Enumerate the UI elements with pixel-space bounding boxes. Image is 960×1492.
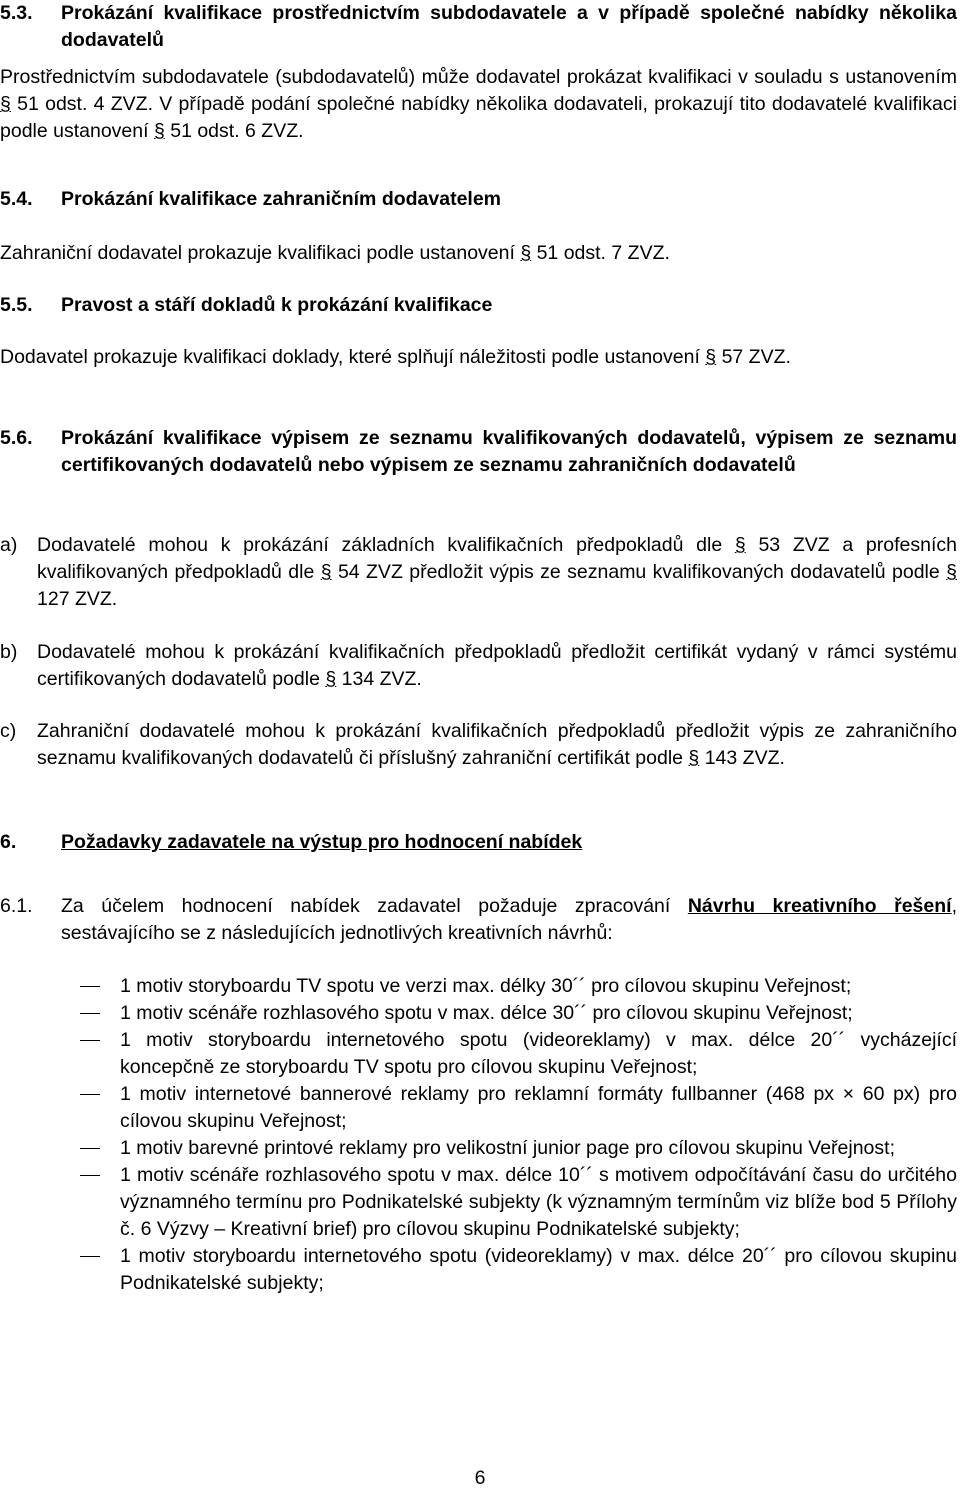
section-number: 6. bbox=[0, 831, 17, 853]
creative-proposals-list bbox=[0, 973, 957, 1297]
list-item: 1 motiv scénáře rozhlasového spotu v max. délce 30´´ pro cílovou skupinu Veřejnost; bbox=[0, 1000, 957, 1027]
list-item: 1 motiv storyboardu internetového spotu (videoreklamy) v max. délce 20´´ vycházející koncepčně ze storyboardu TV spotu pro cílovou skupinu Veřejnost; bbox=[0, 1027, 957, 1081]
item-text: Dodavatelé mohou k prokázání základních kvalifikačních předpokladů dle § 53 ZVZ a profesních kvalifikovaných předpokladů dle § 54 ZVZ předložit výpis ze seznamu kvalifikovaných dodavatelů podle § 127 ZVZ. bbox=[37, 534, 957, 610]
section-5-5-body bbox=[0, 344, 957, 371]
paragraph-sign: § bbox=[153, 120, 165, 142]
section-5-4-body bbox=[0, 240, 957, 267]
dash-icon bbox=[80, 1040, 100, 1041]
list-item: 1 motiv internetové bannerové reklamy pro reklamní formáty fullbanner (468 px × 60 px) pro cílovou skupinu Veřejnost; bbox=[0, 1081, 957, 1135]
paragraph-sign: § bbox=[520, 242, 532, 264]
section-number: 5.5. bbox=[0, 294, 33, 316]
body-text: Za účelem hodnocení nabídek zadavatel požaduje zpracování bbox=[61, 895, 688, 917]
dash-icon bbox=[80, 1256, 100, 1257]
paragraph-sign: § bbox=[734, 534, 746, 556]
dash-icon bbox=[80, 986, 100, 987]
emphasis-text: Návrhu kreativního řešení bbox=[687, 895, 952, 917]
body-text: Dodavatel prokazuje kvalifikaci doklady, které splňují náležitosti podle ustanovení bbox=[0, 346, 706, 368]
section-heading: Prokázání kvalifikace prostřednictvím subdodavatele a v případě společné nabídky několika dodavatelů bbox=[61, 2, 957, 51]
paragraph-sign: § bbox=[688, 747, 700, 769]
dash-icon bbox=[80, 1013, 100, 1014]
body-text: 51 odst. 4 ZVZ. V případě podání společné nabídky několika dodavateli, prokazují tito dodavatelé kvalifikaci podle ustanovení bbox=[0, 93, 957, 142]
list-item: 1 motiv scénáře rozhlasového spotu v max. délce 10´´ s motivem odpočítávání času do určitého významného termínu pro Podnikatelské subjekty (k významným termínům viz blíže bod 5 Přílohy č. 6 Výzvy – Kreativní brief) pro cílovou skupinu Podnikatelské subjekty; bbox=[0, 1162, 957, 1243]
item-text: Zahraniční dodavatelé mohou k prokázání kvalifikačních předpokladů předložit výpis ze zahraničního seznamu kvalifikovaných dodavatelů či příslušný zahraniční certifikát podle § 143 ZVZ. bbox=[37, 720, 957, 769]
paragraph-sign: § bbox=[705, 346, 717, 368]
section-heading: Požadavky zadavatele na výstup pro hodnocení nabídek bbox=[61, 831, 583, 853]
dash-icon bbox=[80, 1175, 100, 1176]
body-text: Prostřednictvím subdodavatele (subdodavatelů) může dodavatel prokázat kvalifikaci v souladu s ustanovením bbox=[0, 66, 957, 88]
paragraph-sign: § bbox=[0, 93, 11, 115]
section-5-3-body bbox=[0, 64, 957, 145]
section-heading: Prokázání kvalifikace výpisem ze seznamu kvalifikovaných dodavatelů, výpisem ze seznamu certifikovaných dodavatelů nebo výpisem ze seznamu zahraničních dodavatelů bbox=[61, 427, 957, 476]
item-text: Dodavatelé mohou k prokázání kvalifikačních předpokladů předložit certifikát vydaný v rámci systému certifikovaných dodavatelů podle § 134 ZVZ. bbox=[37, 641, 957, 690]
body-text: Zahraniční dodavatel prokazuje kvalifikaci podle ustanovení bbox=[0, 242, 521, 264]
page-number: 6 bbox=[474, 1467, 486, 1489]
item-label: b) bbox=[0, 641, 18, 663]
body-text: 51 odst. 6 ZVZ. bbox=[164, 120, 304, 142]
list-item: 1 motiv storyboardu internetového spotu (videoreklamy) v max. délce 20´´ pro cílovou skupinu Podnikatelské subjekty; bbox=[0, 1243, 957, 1297]
section-6-1-text bbox=[61, 893, 957, 947]
section-number: 5.3. bbox=[0, 2, 33, 24]
paragraph-sign: § bbox=[320, 561, 332, 583]
dash-icon bbox=[80, 1094, 100, 1095]
section-number: 6.1. bbox=[0, 895, 33, 917]
body-text: 51 odst. 7 ZVZ. bbox=[531, 242, 670, 264]
body-text: , sestávajícího se z následujících jednotlivých kreativních návrhů: bbox=[61, 895, 957, 944]
section-number: 5.4. bbox=[0, 188, 33, 210]
body-text: 57 ZVZ. bbox=[716, 346, 791, 368]
dash-icon bbox=[80, 1148, 100, 1149]
section-heading: Pravost a stáří dokladů k prokázání kvalifikace bbox=[61, 294, 493, 316]
paragraph-sign: § bbox=[325, 668, 337, 690]
section-number: 5.6. bbox=[0, 427, 33, 449]
item-label: a) bbox=[0, 534, 18, 556]
paragraph-sign: § bbox=[946, 561, 957, 583]
list-item: 1 motiv storyboardu TV spotu ve verzi max. délky 30´´ pro cílovou skupinu Veřejnost; bbox=[0, 973, 957, 1000]
item-label: c) bbox=[0, 720, 17, 742]
list-item: 1 motiv barevné printové reklamy pro velikostní junior page pro cílovou skupinu Veřejnost; bbox=[0, 1135, 957, 1162]
section-heading: Prokázání kvalifikace zahraničním dodavatelem bbox=[61, 188, 502, 210]
